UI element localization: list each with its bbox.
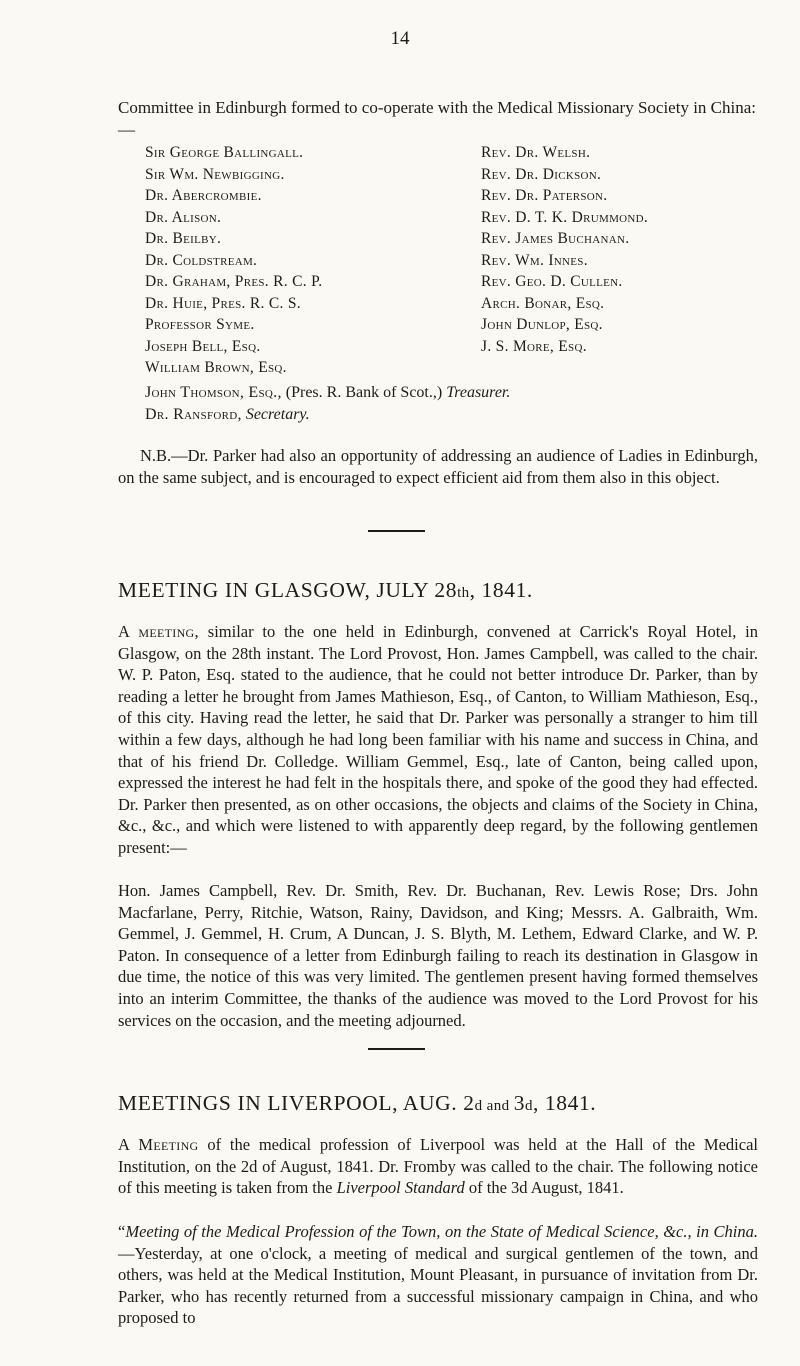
glasgow-heading-main: MEETING IN GLASGOW, JULY 28	[118, 578, 458, 602]
member-name: Rev. Wm. Innes.	[481, 251, 588, 269]
glasgow-heading-suffix: th	[457, 585, 470, 601]
secretary-line	[145, 404, 310, 426]
section-divider	[368, 1048, 425, 1050]
member-name: Arch. Bonar, Esq.	[481, 294, 605, 312]
member-name: Rev. Dr. Welsh.	[481, 144, 591, 161]
glasgow-heading	[118, 578, 758, 603]
glasgow-body: similar to the one held in Edinburgh, convened at Carrick's Royal Hotel, in Glasgow, on the 28th instant. The Lord Provost, Hon. James Campbell, was called to the chair. W. P. Paton, Esq. stated to the audience, that he could not better introduce Dr. Parker, than by reading a letter he brought from James Mathieson, Esq., of Canton, to William Mathieson, Esq., of this city. Having read the letter, he said that Dr. Parker was personally a stranger to him till within a few days, although he had long been familiar with his name and success in China, and that of his friend Dr. Colledge. William Gemmel, Esq., late of Canton, being called upon, expressed the interest he had felt in the hospitals there, and spoke of the good they had effected. Dr. Parker then presented, as on other occasions, the objects and claims of the Society in China, &c., &c., and which were listened to with apparently deep regard, by the following gentlemen present:—	[118, 622, 758, 857]
member-name: Rev. James Buchanan.	[481, 230, 630, 247]
member-name: Dr. Alison.	[145, 208, 222, 226]
member-name: Professor Syme.	[145, 316, 255, 333]
member-name: John Dunlop, Esq.	[481, 316, 603, 333]
member-name: Dr. Coldstream.	[145, 251, 258, 269]
member-name: Dr. Beilby.	[145, 230, 222, 247]
secretary-name: Dr. Ransford,	[145, 406, 242, 423]
glasgow-heading-year: , 1841.	[469, 578, 533, 602]
member-name: Sir Wm. Newbigging.	[145, 165, 285, 183]
liverpool-quote-body: —Yesterday, at one o'clock, a meeting of medical and surgical gentlemen of the town, and others, was held at the Medical Institution, Mount Pleasant, in pursuance of invitation from Dr. Parker, who has recently returned from a successful missionary campaign in China, and who proposed to	[118, 1243, 758, 1328]
liverpool-heading-d2: d	[525, 1098, 533, 1114]
glasgow-lead: A meeting,	[118, 622, 199, 641]
liverpool-lead: A Meeting	[118, 1135, 199, 1154]
treasurer-line	[145, 382, 510, 404]
members-right-column	[481, 142, 648, 357]
committee-members	[145, 142, 775, 382]
member-name: Dr. Huie, Pres. R. C. S.	[145, 294, 301, 312]
member-name: Rev. D. T. K. Drummond.	[481, 208, 649, 226]
committee-intro: Committee in Edinburgh formed to co-operate with the Medical Missionary Society in China:—	[118, 98, 757, 139]
secretary-role: Secretary.	[245, 406, 310, 423]
member-name: Joseph Bell, Esq.	[145, 337, 261, 355]
member-name: Rev. Geo. D. Cullen.	[481, 273, 623, 290]
treasurer-name: John Thomson, Esq.,	[145, 384, 282, 401]
liverpool-heading-3: 3	[513, 1091, 526, 1115]
liverpool-paper-title: Liverpool Standard	[336, 1178, 465, 1198]
liverpool-body-a: of the medical profession of Liverpool was held at the Hall of the Medical Institution, on the 2d of August, 1841. Dr. Fromby was called to the chair. The following notice of this meeting is taken from the	[118, 1135, 758, 1198]
treasurer-role: Treasurer.	[446, 384, 511, 401]
liverpool-heading-year: , 1841.	[532, 1091, 597, 1115]
glasgow-attendees-paragraph: Hon. James Campbell, Rev. Dr. Smith, Rev. Dr. Buchanan, Rev. Lewis Rose; Drs. John Macfarlane, Perry, Ritchie, Watson, Rainy, Davidson, and King; Messrs. A. Galbraith, Wm. Gemmel, J. Gemmel, H. Crum, A Duncan, J. S. Blyth, M. Lethem, Edward Clarke, and W. P. Paton. In consequence of a letter from Edinburgh failing to reach its destination in Glasgow in due time, the notice of this was very limited. The gentlemen present having formed themselves into an interim Committee, the thanks of the audience was moved to the Lord Provost for his services on the occasion, and the meeting adjourned.	[118, 881, 758, 1030]
nb-paragraph: N.B.—Dr. Parker had also an opportunity of addressing an audience of Ladies in Edinburgh, on the same subject, and is encouraged to expect efficient aid from them also in this object.	[118, 446, 758, 487]
member-name: Sir George Ballingall.	[145, 144, 304, 161]
page-number: 14	[390, 28, 410, 49]
liverpool-heading-and: and	[482, 1098, 514, 1114]
member-name: Dr. Graham, Pres. R. C. P.	[145, 273, 323, 290]
liverpool-body-b: of the 3d August, 1841.	[464, 1178, 624, 1198]
liverpool-heading-d1: d	[474, 1098, 483, 1114]
section-divider	[368, 530, 425, 532]
liverpool-heading-main: MEETINGS IN LIVERPOOL, AUG. 2	[118, 1091, 475, 1115]
liverpool-quote-paragraph	[118, 1221, 758, 1329]
liverpool-quote-title: Meeting of the Medical Profession of the Town, on the State of Medical Science, &c., in China.	[125, 1222, 758, 1241]
quote-mark: “	[118, 1222, 126, 1241]
treasurer-detail: (Pres. R. Bank of Scot.,)	[281, 384, 447, 401]
member-name: Dr. Abercrombie.	[145, 187, 262, 204]
liverpool-paragraph	[118, 1134, 758, 1199]
member-name: Rev. Dr. Paterson.	[481, 187, 608, 204]
member-name: J. S. More, Esq.	[481, 337, 587, 355]
members-left-column	[145, 142, 322, 379]
liverpool-heading	[118, 1091, 758, 1116]
member-name: William Brown, Esq.	[145, 359, 287, 376]
glasgow-paragraph	[118, 621, 758, 859]
member-name: Rev. Dr. Dickson.	[481, 165, 602, 183]
